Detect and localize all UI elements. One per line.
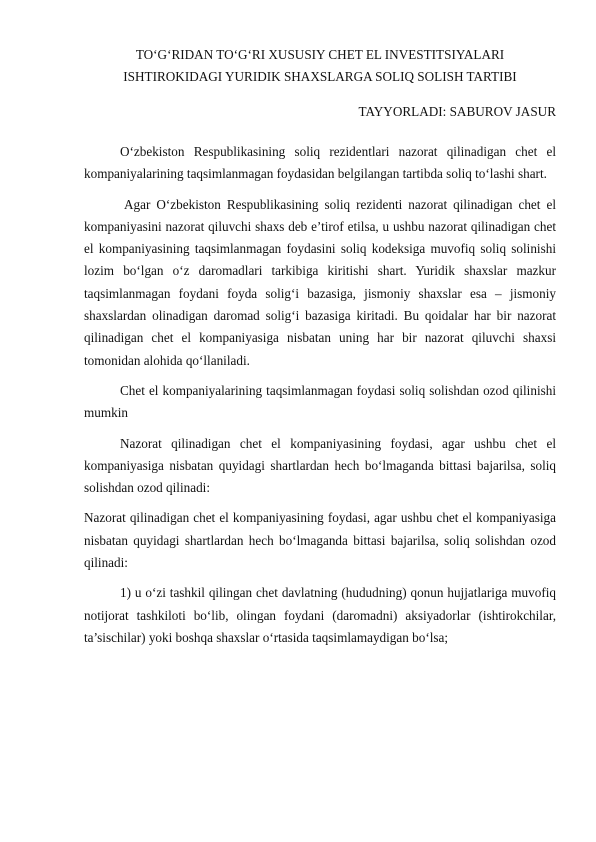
paragraph-1: O‘zbekiston Respublikasining soliq rezidentlari nazorat qilinadigan chet el kompaniyalarining taqsimlanmagan foydasidan belgilangan tartibda soliq to‘lashi shart.	[84, 144, 556, 182]
paragraph-4: Nazorat qilinadigan chet el kompaniyasining foydasi, agar ushbu chet el kompaniyasiga nisbatan quyidagi shartlardan hech bo‘lmaganda bittasi bajarilsa, soliq solishdan ozod qilinadi:	[84, 435, 556, 496]
paragraph-3: Chet el kompaniyalarining taqsimlanmagan foydasi soliq solishdan ozod qilinishi mumkin	[84, 382, 556, 421]
paragraph-2: Agar O‘zbekiston Respublikasining soliq rezidenti nazorat qilinadigan chet el kompaniyasini nazorat qiluvchi shaxs deb e’tirof etilsa, u ushbu nazorat qilinadigan chet el kompaniyasining taqsimlanmagan foydasini soliq kodeksiga muvofiq soliq solinishi lozim bo‘lgan o‘z daromadlari tarkibiga kiritishi shart. Yuridik shaxslar mazkur taqsimlanmagan foydani foyda solig‘i bazasiga, jismoniy shaxslar esa – jismoniy shaxslardan olinadigan daromad solig‘i bazasiga kiritadi. Bu qoidalar har bir nazorat qilinadigan chet el kompaniyasiga nisbatan uning har bir nazorat qiluvchi shaxsi tomonidan alohida qo‘llaniladi.	[84, 196, 556, 368]
document-title	[84, 44, 556, 88]
title-line-1: TO‘G‘RIDAN TO‘G‘RI XUSUSIY CHET EL INVESTITSIYALARI	[135, 47, 505, 62]
title-line-2: ISHTIROKIDAGI YURIDIK SHAXSLARGA SOLIQ SOLISH TARTIBI	[123, 69, 517, 84]
paragraph-5: Nazorat qilinadigan chet el kompaniyasining foydasi, agar ushbu chet el kompaniyasiga nisbatan quyidagi shartlardan hech bo‘lmaganda bittasi bajarilsa, soliq solishdan ozod qilinadi:	[84, 510, 556, 571]
paragraph-6: 1) u o‘zi tashkil qilingan chet davlatning (hududning) qonun hujjatlariga muvofiq notijorat tashkiloti bo‘lib, olingan foydani (daromadni) aksiyadorlar (ishtirokchilar, ta’sischilar) yoki boshqa shaxslar o‘rtasida taqsimlamaydigan bo‘lsa;	[84, 585, 556, 645]
author-line: TAYYORLADI: SABUROV JASUR	[358, 104, 556, 119]
